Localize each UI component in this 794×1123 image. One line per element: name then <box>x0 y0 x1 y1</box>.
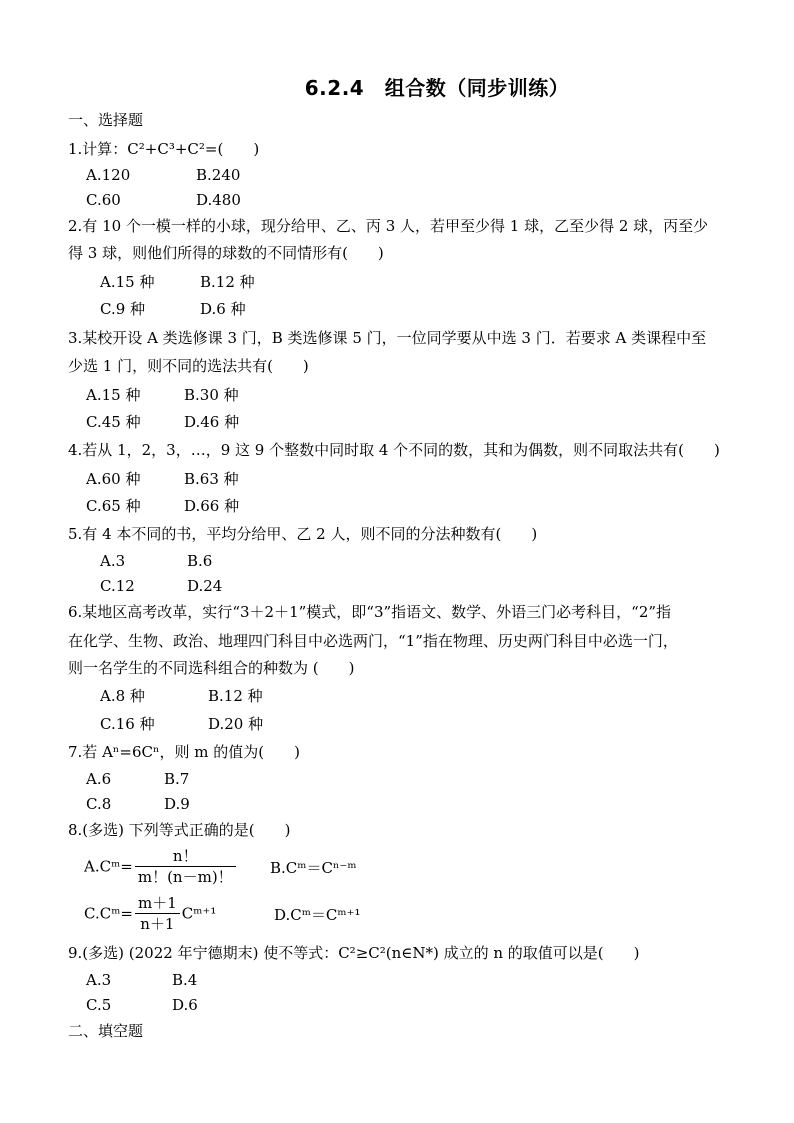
question-6-option-a: A.8 种 <box>100 687 145 705</box>
page-title: 6.2.4 组合数（同步训练） <box>304 76 570 100</box>
question-7-stem: 7.若 Aⁿ=6Cⁿ，则 m 的值为( ) <box>68 743 300 761</box>
question-8-option-c-suffix: Cᵐ⁺¹ <box>181 904 217 923</box>
question-3-option-c: C.45 种 <box>86 413 141 431</box>
question-2-stem-line-2: 得 3 球，则他们所得的球数的不同情形有( ) <box>68 244 384 262</box>
question-8-option-c-fraction <box>135 893 180 934</box>
question-8-option-a <box>84 846 238 887</box>
question-8-option-d: D.Cᵐ＝Cᵐ⁺¹ <box>274 906 361 924</box>
question-4-option-c: C.65 种 <box>86 497 141 515</box>
question-8-option-c-prefix: C.Cᵐ= <box>84 904 133 923</box>
question-8-option-c <box>84 893 216 934</box>
question-2-option-a: A.15 种 <box>100 273 155 291</box>
question-9-option-a: A.3 <box>86 971 112 989</box>
question-8-option-a-prefix: A.Cᵐ= <box>84 857 133 876</box>
question-9-stem: 9.(多选) (2022 年宁德期末) 使不等式：C²≥C²(n∈N*) 成立的 n 的取值可以是( ) <box>68 944 640 962</box>
question-7-option-d: D.9 <box>164 795 190 813</box>
fraction-denominator: m！(n－m)！ <box>137 868 233 886</box>
question-9-option-d: D.6 <box>172 996 198 1014</box>
question-5-option-d: D.24 <box>187 577 223 595</box>
question-7-option-c: C.8 <box>86 795 112 813</box>
question-2-option-b: B.12 种 <box>200 273 255 291</box>
question-1-option-a: A.120 <box>86 166 131 184</box>
question-2-option-d: D.6 种 <box>200 300 246 318</box>
question-5-option-c: C.12 <box>100 577 135 595</box>
question-1-option-c: C.60 <box>86 191 121 209</box>
question-4-option-d: D.66 种 <box>184 497 240 515</box>
question-1-option-b: B.240 <box>196 166 241 184</box>
section-heading-choice: 一、选择题 <box>68 111 144 129</box>
question-3-option-b: B.30 种 <box>184 386 239 404</box>
section-heading-fill-in: 二、填空题 <box>68 1022 144 1040</box>
question-9-option-b: B.4 <box>172 971 198 989</box>
question-6-option-d: D.20 种 <box>208 715 264 733</box>
question-6-stem-line-3: 则一名学生的不同选科组合的种数为 ( ) <box>68 659 355 677</box>
question-7-option-b: B.7 <box>164 770 190 788</box>
question-8-option-b: B.Cᵐ＝Cⁿ⁻ᵐ <box>270 859 357 877</box>
question-2-option-c: C.9 种 <box>100 300 146 318</box>
fraction-numerator: n！ <box>135 846 236 867</box>
question-6-stem-line-2: 在化学、生物、政治、地理四门科目中必选两门，“1”指在物理、历史两门科目中必选一门， <box>68 632 678 650</box>
question-5-stem: 5.有 4 本不同的书，平均分给甲、乙 2 人，则不同的分法种数有( ) <box>68 525 538 543</box>
question-3-option-d: D.46 种 <box>184 413 240 431</box>
question-1-option-d: D.480 <box>196 191 241 209</box>
question-7-option-a: A.6 <box>86 770 112 788</box>
question-6-option-c: C.16 种 <box>100 715 155 733</box>
question-4-option-b: B.63 种 <box>184 470 239 488</box>
question-3-stem-line-2: 少选 1 门，则不同的选法共有( ) <box>68 357 309 375</box>
question-4-option-a: A.60 种 <box>86 470 141 488</box>
question-8-option-a-fraction <box>135 846 236 887</box>
question-8-stem: 8.(多选) 下列等式正确的是( ) <box>68 821 291 839</box>
question-5-option-b: B.6 <box>187 552 213 570</box>
question-4-stem: 4.若从 1，2，3，…，9 这 9 个整数中同时取 4 个不同的数，其和为偶数，则不同取法共有( ) <box>68 441 720 459</box>
question-5-option-a: A.3 <box>100 552 126 570</box>
question-6-stem-line-1: 6.某地区高考改革，实行“3＋2＋1”模式，即“3”指语文、数学、外语三门必考科目，“2”指 <box>68 603 672 621</box>
question-2-stem-line-1: 2.有 10 个一模一样的小球，现分给甲、乙、丙 3 人，若甲至少得 1 球，乙至少得 2 球，丙至少 <box>68 217 709 235</box>
fraction-numerator: m＋1 <box>135 893 180 914</box>
question-1-stem: 1.计算：C²+C³+C²=( ) <box>68 140 260 158</box>
question-6-option-b: B.12 种 <box>208 687 263 705</box>
question-9-option-c: C.5 <box>86 996 112 1014</box>
question-3-option-a: A.15 种 <box>86 386 141 404</box>
fraction-denominator: n＋1 <box>140 915 175 933</box>
question-3-stem-line-1: 3.某校开设 A 类选修课 3 门，B 类选修课 5 门，一位同学要从中选 3 门．若要求 A 类课程中至 <box>68 329 707 347</box>
